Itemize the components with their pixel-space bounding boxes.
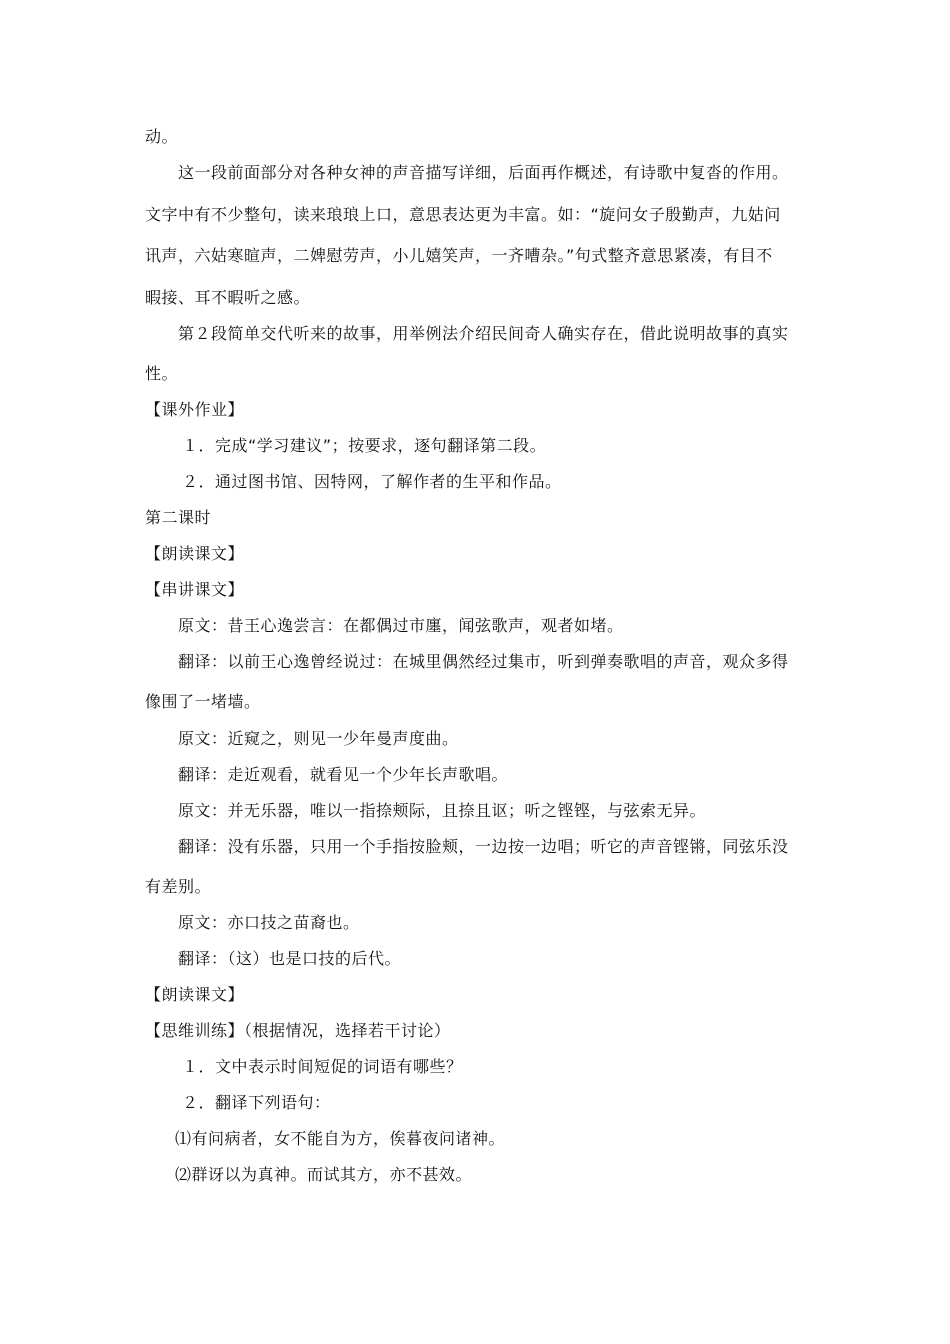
section-heading: 【思维训练】（根据情况，选择若干讨论） [145,1021,451,1040]
paragraph-line: 原文：并无乐器，唯以一指捺颊际，且捺且讴；听之铿铿，与弦索无异。 [178,801,707,820]
list-item: ⑵群讶以为真神。而试其方，亦不甚效。 [175,1165,473,1184]
paragraph-line: 翻译：没有乐器，只用一个手指按脸颊，一边按一边唱；听它的声音铿锵，同弦乐没 [178,837,789,856]
text-line: 有差别。 [145,877,212,896]
text-line: 像围了一堵墙。 [145,692,261,711]
paragraph-line: 翻译：（这）也是口技的后代。 [178,949,402,968]
text-line: 动。 [145,127,179,146]
list-item: １．完成“学习建议”；按要求，逐句翻译第二段。 [182,436,547,455]
paragraph-line: 这一段前面部分对各种女神的声音描写详细，后面再作概述，有诗歌中复沓的作用。 [178,163,789,182]
paragraph-line: 翻译：走近观看，就看见一个少年长声歌唱。 [178,765,509,784]
list-item: ２．翻译下列语句： [182,1093,331,1112]
section-heading: 【串讲课文】 [145,580,245,599]
text-line: 性。 [145,364,179,383]
section-heading: 【朗读课文】 [145,985,245,1004]
list-item: ２．通过图书馆、因特网，了解作者的生平和作品。 [182,472,562,491]
text-line: 文字中有不少整句，读来琅琅上口，意思表达更为丰富。如：“旋问女子殷勤声，九姑问 [145,205,781,224]
section-heading: 【朗读课文】 [145,544,245,563]
paragraph-line: 第２段简单交代听来的故事，用举例法介绍民间奇人确实存在，借此说明故事的真实 [178,324,789,343]
text-line: 讯声，六姑寒暄声，二婢慰劳声，小儿嬉笑声，一齐嘈杂。”句式整齐意思紧凑，有目不 [145,246,773,265]
paragraph-line: 原文：昔王心逸尝言：在都偶过市廛，闻弦歌声，观者如堵。 [178,616,624,635]
section-heading: 【课外作业】 [145,400,245,419]
list-item: １．文中表示时间短促的词语有哪些？ [182,1057,463,1076]
list-item: ⑴有问病者，女不能自为方，俟暮夜问诸神。 [175,1129,506,1148]
text-line: 暇接、耳不暇听之感。 [145,288,311,307]
paragraph-line: 原文：近窥之，则见一少年曼声度曲。 [178,729,459,748]
lesson-heading: 第二课时 [145,508,212,527]
paragraph-line: 原文：亦口技之苗裔也。 [178,913,360,932]
paragraph-line: 翻译：以前王心逸曾经说过：在城里偶然经过集市，听到弹奏歌唱的声音，观众多得 [178,652,789,671]
